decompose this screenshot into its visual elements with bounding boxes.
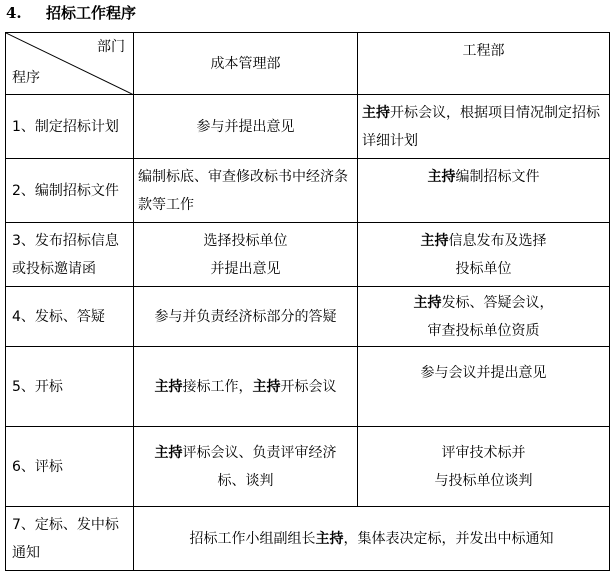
table-header-row: [6, 33, 610, 95]
procedure-cell: [6, 95, 134, 159]
procedure-cell: [6, 347, 134, 427]
engineering-cell: [358, 347, 610, 427]
bold-lead: 主持: [154, 444, 183, 461]
bold-lead: 主持: [315, 530, 344, 547]
procedure-label-line2: 或投标邀请函: [12, 260, 96, 277]
engineering-text-line2: 审查投标单位资质: [427, 322, 540, 339]
section-heading: [6, 1, 136, 25]
engineering-text: 编制招标文件: [455, 169, 540, 185]
cost-text: 参与并负责经济标部分的答疑: [154, 308, 337, 325]
cost-cell: [134, 159, 358, 223]
section-title: 招标工作程序: [46, 4, 137, 22]
engineering-text: 参与会议并提出意见: [420, 365, 547, 381]
section-number: 4.: [6, 4, 22, 22]
procedure-label: 6、评标: [12, 458, 63, 475]
table-row: [6, 159, 610, 223]
bold-lead-2: 主持: [252, 378, 281, 395]
merged-responsibility-cell: [134, 507, 610, 571]
bold-lead: 主持: [420, 232, 449, 249]
merged-text-post: ，集体表决定标，并发出中标通知: [343, 530, 554, 547]
table-row: [6, 427, 610, 507]
procedure-cell: [6, 427, 134, 507]
cost-text-line1: 选择投标单位: [203, 232, 288, 249]
corner-label-department: 部门: [97, 39, 125, 55]
engineering-text-line2: 与投标单位谈判: [434, 472, 533, 489]
procedure-label: 5、开标: [12, 378, 63, 395]
bold-lead: 主持: [154, 378, 183, 395]
procedure-cell: [6, 287, 134, 347]
procedure-label-line1: 3、发布招标信息: [12, 232, 119, 249]
procedure-label: 4、发标、答疑: [12, 308, 105, 325]
table-row: [6, 507, 610, 571]
bold-lead: 主持: [427, 169, 456, 185]
cost-cell: [134, 223, 358, 287]
corner-label-procedure: 程序: [12, 70, 40, 86]
procedure-label: 1、制定招标计划: [12, 118, 119, 135]
procedure-cell: [6, 159, 134, 223]
table-row: [6, 95, 610, 159]
bold-lead: 主持: [413, 294, 442, 311]
header-engineering-dept: [358, 33, 610, 95]
engineering-cell: [358, 223, 610, 287]
engineering-cell: [358, 427, 610, 507]
engineering-cell: [358, 95, 610, 159]
engineering-cell: [358, 159, 610, 223]
procedure-cell: [6, 223, 134, 287]
cost-text-mid: 接标工作，: [182, 378, 253, 395]
cost-cell: [134, 427, 358, 507]
cost-text: 编制标底、审查修改标书中经济条款等工作: [138, 168, 348, 213]
cost-text: 参与并提出意见: [196, 118, 295, 135]
header-cost-dept: [134, 33, 358, 95]
table-row: [6, 287, 610, 347]
cost-text: 评标会议、负责评审经济标、谈判: [182, 444, 337, 489]
bold-lead: 主持: [362, 104, 390, 121]
engineering-text-line1: 信息发布及选择: [448, 232, 547, 249]
procedure-label: 7、定标、发中标通知: [12, 516, 119, 561]
cost-text-line2: 并提出意见: [210, 260, 281, 277]
cost-text: 开标会议: [280, 378, 337, 395]
cost-cell: [134, 347, 358, 427]
engineering-cell: [358, 287, 610, 347]
table-row: [6, 347, 610, 427]
header-engineering-dept-label: 工程部: [462, 43, 505, 59]
engineering-text-line1: 发标、答疑会议，: [441, 294, 554, 311]
merged-text-pre: 招标工作小组副组长: [189, 530, 316, 547]
table-row: [6, 223, 610, 287]
corner-header-cell: [6, 33, 134, 95]
header-cost-dept-label: 成本管理部: [210, 55, 281, 72]
engineering-text-line2: 投标单位: [455, 260, 512, 277]
procedure-table: [5, 32, 610, 571]
cost-cell: [134, 287, 358, 347]
engineering-text: 开标会议，根据项目情况制定招标详细计划: [362, 104, 600, 149]
engineering-text-line1: 评审技术标并: [441, 444, 526, 461]
cost-cell: [134, 95, 358, 159]
procedure-label: 2、编制招标文件: [12, 182, 119, 199]
procedure-cell: [6, 507, 134, 571]
